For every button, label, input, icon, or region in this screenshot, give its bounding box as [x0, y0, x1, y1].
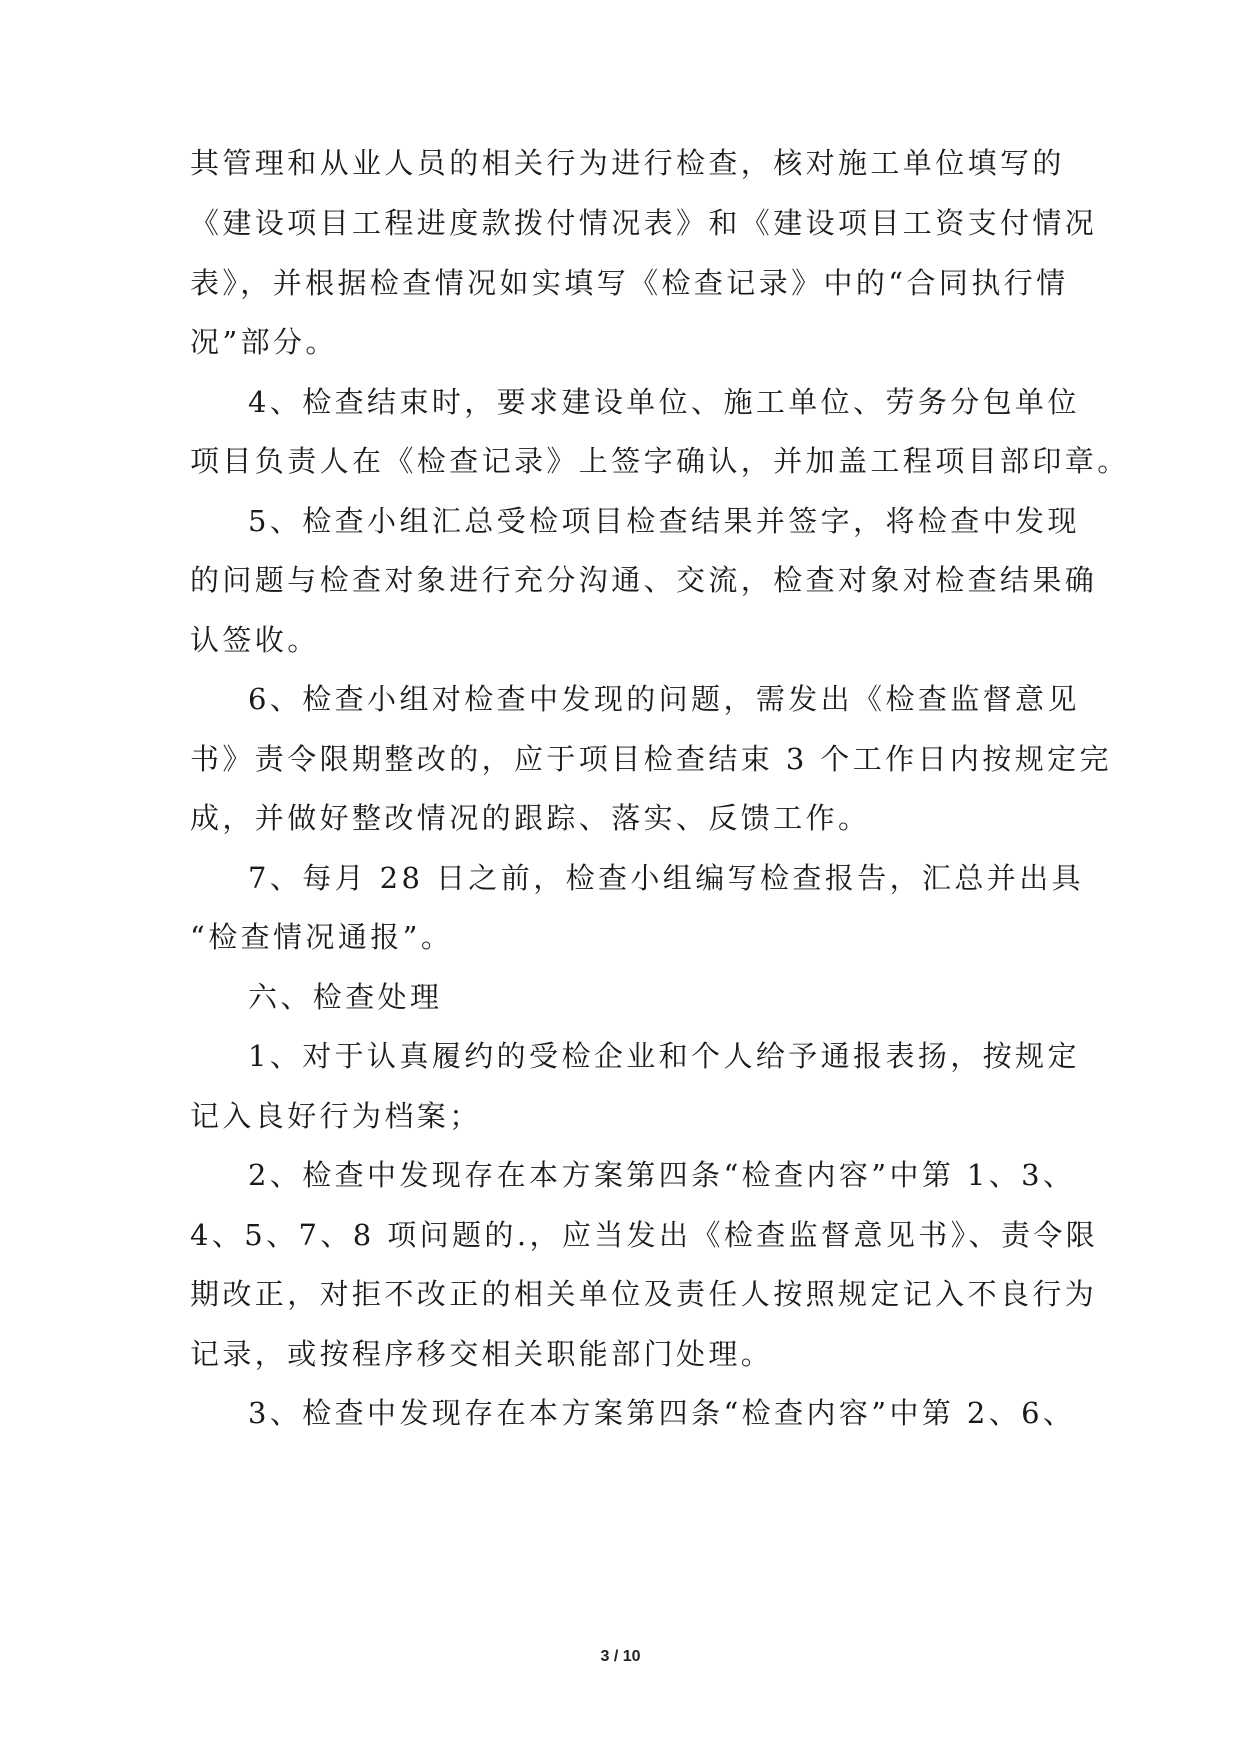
text-line: 成，并做好整改情况的跟踪、落实、反馈工作。 [190, 801, 871, 835]
text-line: 记录，或按程序移交相关职能部门处理。 [190, 1337, 774, 1371]
text-line: 4、5、7、8 项问题的.，应当发出《检查监督意见书》、责令限 [190, 1218, 1099, 1252]
text-line: 书》责令限期整改的，应于项目检查结束 3 个工作日内按规定完 [190, 742, 1112, 776]
text-line: 况”部分。 [190, 325, 338, 359]
section-heading: 六、检查处理 [248, 980, 443, 1014]
text-line: 5、检查小组汇总受检项目检查结果并签字，将检查中发现 [248, 504, 1080, 538]
text-line: 2、检查中发现存在本方案第四条“检查内容”中第 1、3、 [248, 1158, 1076, 1192]
text-line: 的问题与检查对象进行充分沟通、交流，检查对象对检查结果确 [190, 563, 1098, 597]
text-line: 项目负责人在《检查记录》上签字确认，并加盖工程项目部印章。 [190, 444, 1130, 478]
text-line: “检查情况通报”。 [190, 920, 454, 954]
text-line: 表》，并根据检查情况如实填写《检查记录》中的“合同执行情 [190, 266, 1069, 300]
text-line: 6、检查小组对检查中发现的问题，需发出《检查监督意见 [248, 682, 1080, 716]
text-line: 认签收。 [190, 623, 320, 657]
text-line: 记入良好行为档案； [190, 1099, 482, 1133]
text-line: 1、对于认真履约的受检企业和个人给予通报表扬，按规定 [248, 1039, 1080, 1073]
page-number: 3 / 10 [600, 1648, 641, 1665]
text-line: 7、每月 28 日之前，检查小组编写检查报告，汇总并出具 [248, 861, 1084, 895]
text-line: 其管理和从业人员的相关行为进行检查，核对施工单位填写的 [190, 146, 1065, 180]
text-line: 4、检查结束时，要求建设单位、施工单位、劳务分包单位 [248, 385, 1080, 419]
text-line: 3、检查中发现存在本方案第四条“检查内容”中第 2、6、 [248, 1396, 1076, 1430]
text-line: 《建设项目工程进度款拨付情况表》和《建设项目工资支付情况 [190, 206, 1098, 240]
text-line: 期改正，对拒不改正的相关单位及责任人按照规定记入不良行为 [190, 1277, 1098, 1311]
